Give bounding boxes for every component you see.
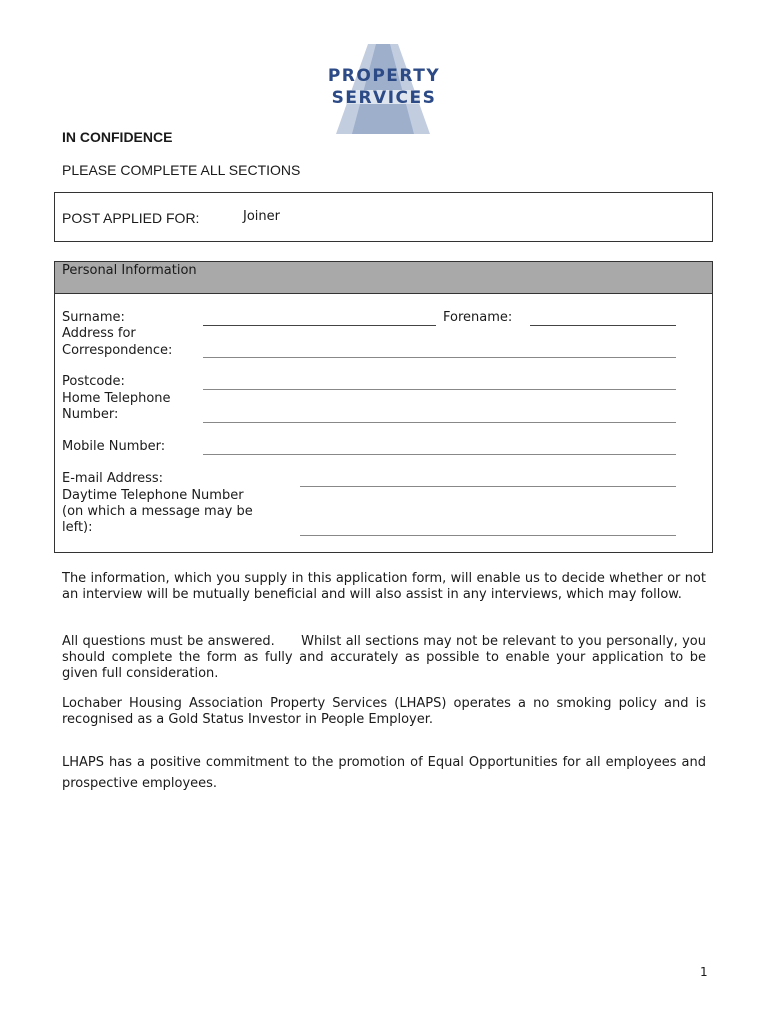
smoking-policy-paragraph: Lochaber Housing Association Property Services (LHAPS) operates a no smoking policy and is recognised as a Gold Status Investor in People Employer.: [62, 696, 706, 727]
home-telephone-label-line1: Home Telephone: [62, 391, 171, 406]
surname-label: Surname:: [62, 310, 125, 325]
home-telephone-label-line2: Number:: [62, 407, 119, 422]
logo-text-services: SERVICES: [331, 88, 437, 108]
address-label-line2: Correspondence:: [62, 343, 173, 358]
daytime-telephone-label-line2: (on which a message may be: [62, 504, 253, 519]
postcode-label: Postcode:: [62, 374, 125, 389]
email-label: E-mail Address:: [62, 471, 164, 486]
instruction-text: PLEASE COMPLETE ALL SECTIONS: [62, 162, 301, 178]
mobile-field[interactable]: [203, 454, 676, 455]
address-label-line1: Address for: [62, 326, 136, 341]
logo-text-property: PROPERTY: [327, 66, 441, 86]
post-applied-value[interactable]: Joiner: [243, 209, 280, 224]
email-field[interactable]: [300, 486, 676, 487]
post-applied-label: POST APPLIED FOR:: [62, 210, 200, 226]
daytime-telephone-label-line1: Daytime Telephone Number: [62, 488, 244, 503]
forename-label: Forename:: [443, 310, 513, 325]
questions-paragraph: All questions must be answered. Whilst all sections may not be relevant to you personally, you should complete the form as fully and accurately as possible to enable your application to be given full consideration.: [62, 634, 711, 681]
confidential-heading: IN CONFIDENCE: [62, 129, 173, 145]
surname-field[interactable]: [203, 325, 436, 326]
page-number: 1: [700, 965, 708, 979]
info-paragraph: The information, which you supply in this application form, will enable us to decide whether or not an interview will be mutually beneficial and will also assist in any interviews, which may follow.: [62, 571, 706, 602]
equal-opportunities-paragraph: LHAPS has a positive commitment to the promotion of Equal Opportunities for all employees and prospective employees.: [62, 755, 706, 791]
address-field[interactable]: [203, 357, 676, 358]
daytime-telephone-label-line3: left):: [62, 520, 93, 535]
postcode-field[interactable]: [203, 389, 676, 390]
home-telephone-field[interactable]: [203, 422, 676, 423]
forename-field[interactable]: [530, 325, 676, 326]
mobile-label: Mobile Number:: [62, 439, 166, 454]
daytime-telephone-field[interactable]: [300, 535, 676, 536]
personal-information-title: Personal Information: [62, 263, 197, 278]
